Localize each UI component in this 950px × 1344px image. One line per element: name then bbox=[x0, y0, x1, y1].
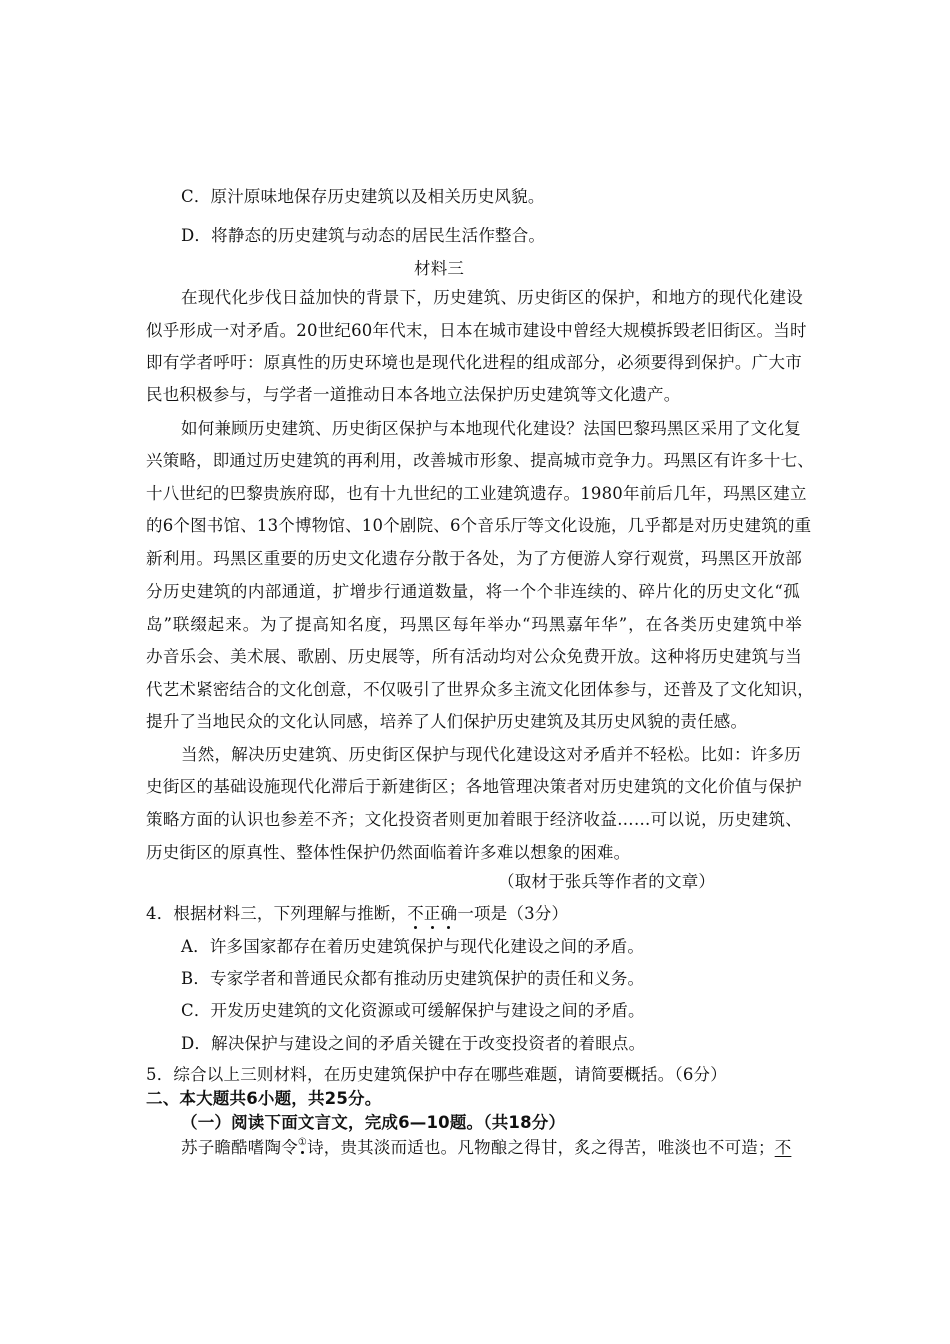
material-3-source: （取材于张兵等作者的文章） bbox=[498, 872, 716, 891]
section-2-heading: 二、本大题共6小题，共25分。 bbox=[146, 1089, 382, 1108]
emphasis-char: 不 bbox=[407, 904, 424, 923]
question-5: 5．综合以上三则材料，在历史建筑保护中存在哪些难题，请简要概括。（6分） bbox=[146, 1065, 727, 1084]
section-2-subheading: （一）阅读下面文言文，完成6—10题。（共18分） bbox=[181, 1113, 566, 1132]
material-3-p1-line-1: 在现代化步伐日益加快的背景下，历史建筑、历史街区的保护，和地方的现代化建设 bbox=[181, 288, 803, 307]
material-3-p1-line-3: 即有学者呼吁：原真性的历史环境也是现代化进程的组成部分，必须要得到保护。广大市 bbox=[146, 353, 802, 372]
question-4-stem-post: 一项是（3分） bbox=[457, 904, 569, 923]
material-3-p2-line-8: 办音乐会、美术展、歌剧、历史展等，所有活动均对公众免费开放。这种将历史建筑与当 bbox=[146, 647, 802, 666]
question-4-option-a: A．许多国家都存在着历史建筑保护与现代化建设之间的矛盾。 bbox=[181, 937, 645, 956]
option-c-previous: C．原汁原味地保存历史建筑以及相关历史风貌。 bbox=[181, 187, 545, 206]
material-3-p3-line-4: 历史街区的原真性、整体性保护仍然面临着许多难以想象的困难。 bbox=[146, 843, 631, 862]
material-3-p2-line-1: 如何兼顾历史建筑、历史街区保护与本地现代化建设？法国巴黎玛黑区采用了文化复 bbox=[181, 419, 801, 438]
material-3-p3-line-2: 史街区的基础设施现代化滞后于新建街区；各地管理决策者对历史建筑的文化价值与保护 bbox=[146, 777, 802, 796]
material-3-p2-line-9: 代艺术紧密结合的文化创意，不仅吸引了世界众多主流文化团体参与，还普及了文化知识， bbox=[146, 680, 814, 699]
question-4-option-b: B．专家学者和普通民众都有推动历史建筑保护的责任和义务。 bbox=[181, 969, 645, 988]
material-3-p2-line-7: 岛”联缀起来。为了提高知名度，玛黑区每年举办“玛黑嘉年华”，在各类历史建筑中举 bbox=[146, 615, 802, 634]
question-4-stem-pre: 4．根据材料三，下列理解与推断， bbox=[146, 904, 408, 923]
option-d-previous: D．将静态的历史建筑与动态的居民生活作整合。 bbox=[181, 226, 546, 245]
material-3-p3-line-3: 策略方面的认识也参差不齐；文化投资者则更加着眼于经济收益……可以说，历史建筑、 bbox=[146, 810, 802, 829]
material-3-p2-line-5: 新利用。玛黑区重要的历史文化遗存分散于各处，为了方便游人穿行观赏，玛黑区开放部 bbox=[146, 549, 802, 568]
underlined-text: 不 bbox=[774, 1138, 792, 1157]
material-3-p3-line-1: 当然，解决历史建筑、历史街区保护与现代化建设这对矛盾并不轻松。比如：许多历 bbox=[181, 745, 801, 764]
material-3-p2-line-4: 的6个图书馆、13个博物馆、10个剧院、6个音乐厅等文化设施，几乎都是对历史建筑的重 bbox=[146, 516, 812, 535]
material-3-p2-line-2: 兴策略，即通过历史建筑的再利用，改善城市形象、提高城市竞争力。玛黑区有许多十七、 bbox=[146, 451, 814, 470]
material-3-p1-line-2: 似乎形成一对矛盾。20世纪60年代末，日本在城市建设中曾经大规模拆毁老旧街区。当时 bbox=[146, 321, 807, 340]
material-3-p1-line-4: 民也积极参与，与学者一道推动日本各地立法保护历史建筑等文化遗产。 bbox=[146, 385, 681, 404]
classical-text-line-1 bbox=[181, 1137, 791, 1159]
material-3-p2-line-10: 提升了当地民众的文化认同感，培养了人们保护历史建筑及其历史风貌的责任感。 bbox=[146, 712, 748, 731]
emphasis-char: 正 bbox=[423, 904, 441, 923]
question-4-option-c: C．开发历史建筑的文化资源或可缓解保护与建设之间的矛盾。 bbox=[181, 1001, 645, 1020]
emphasis-char: 确 bbox=[440, 904, 458, 923]
question-4-option-d: D．解决保护与建设之间的矛盾关键在于改变投资者的着眼点。 bbox=[181, 1034, 646, 1053]
material-3-p2-line-3: 十八世纪的巴黎贵族府邸，也有十九世纪的工业建筑遗存。1980年前后几年，玛黑区建立 bbox=[146, 484, 807, 503]
material-3-title: 材料三 bbox=[414, 259, 465, 278]
material-3-p2-line-6: 分历史建筑的内部通道，扩增步行通道数量，将一个个非连续的、碎片化的历史文化“孤 bbox=[146, 582, 800, 601]
question-4-stem bbox=[146, 903, 568, 925]
classical-text-b: 诗，贵其淡而适也。凡物酿之得甘，炙之得苦，唯淡也不可造； bbox=[307, 1138, 775, 1157]
footnote-marker: ① bbox=[297, 1136, 308, 1148]
classical-text-a: 苏子瞻酷嗜陶令 bbox=[181, 1138, 298, 1157]
